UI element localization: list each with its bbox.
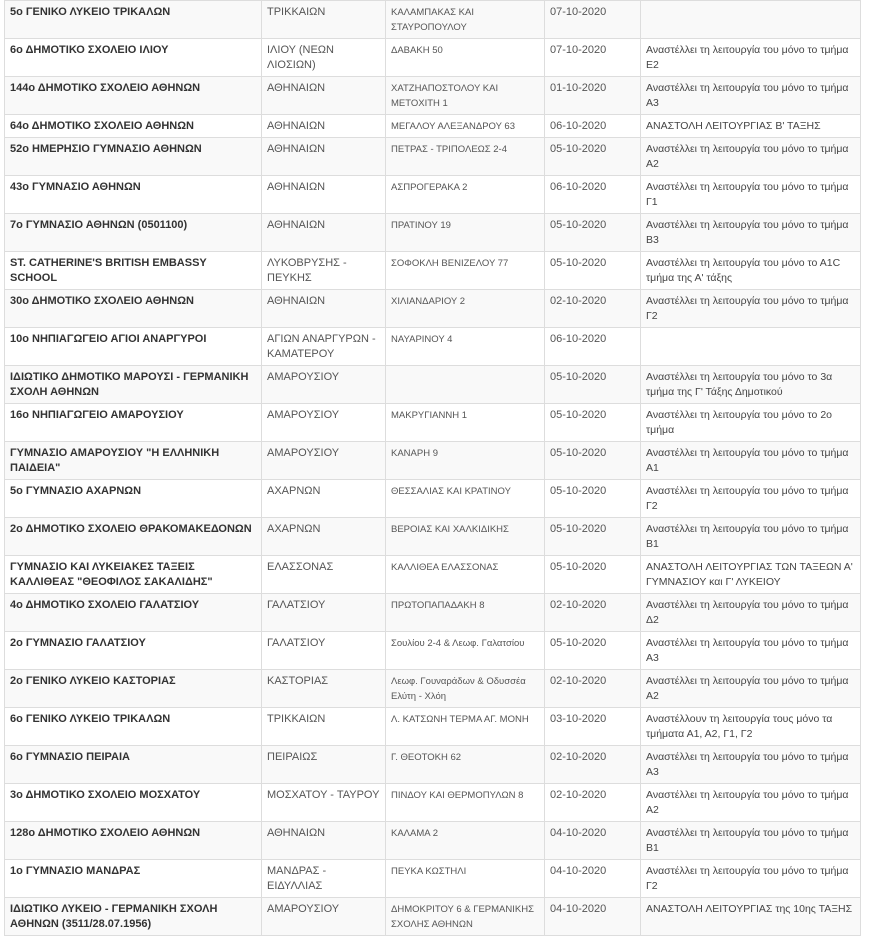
- note-cell: Αναστέλλει τη λειτουργία του μόνο το Α1C τμήμα της Α' τάξης: [641, 252, 861, 290]
- table-row: [5, 252, 861, 290]
- address-cell: ΣΟΦΟΚΛΗ ΒΕΝΙΖΕΛΟΥ 77: [386, 252, 545, 290]
- note-cell: ΑΝΑΣΤΟΛΗ ΛΕΙΤΟΥΡΓΙΑΣ της 10ης ΤΑΞΗΣ: [641, 898, 861, 936]
- municipality-cell: ΑΜΑΡΟΥΣΙΟΥ: [262, 404, 386, 442]
- municipality-cell: ΚΑΣΤΟΡΙΑΣ: [262, 670, 386, 708]
- school-name-cell: 4ο ΔΗΜΟΤΙΚΟ ΣΧΟΛΕΙΟ ΓΑΛΑΤΣΙΟΥ: [5, 594, 262, 632]
- address-cell: ΑΣΠΡΟΓΕΡΑΚΑ 2: [386, 176, 545, 214]
- address-cell: ΠΙΝΔΟΥ ΚΑΙ ΘΕΡΜΟΠΥΛΩΝ 8: [386, 784, 545, 822]
- school-name-cell: 6ο ΔΗΜΟΤΙΚΟ ΣΧΟΛΕΙΟ ΙΛΙΟΥ: [5, 39, 262, 77]
- address-cell: ΝΑΥΑΡΙΝΟΥ 4: [386, 328, 545, 366]
- municipality-cell: ΓΑΛΑΤΣΙΟΥ: [262, 594, 386, 632]
- note-cell: Αναστέλλει τη λειτουργία του μόνο το τμήμα Γ2: [641, 860, 861, 898]
- date-cell: 06-10-2020: [545, 328, 641, 366]
- municipality-cell: ΤΡΙΚΚΑΙΩΝ: [262, 708, 386, 746]
- address-cell: ΚΑΛΛΙΘΕΑ ΕΛΑΣΣΟΝΑΣ: [386, 556, 545, 594]
- municipality-cell: ΑΘΗΝΑΙΩΝ: [262, 77, 386, 115]
- note-cell: Αναστέλλει τη λειτουργία του μόνο το τμήμα Γ2: [641, 480, 861, 518]
- date-cell: 02-10-2020: [545, 594, 641, 632]
- table-row: [5, 115, 861, 138]
- address-cell: ΒΕΡΟΙΑΣ ΚΑΙ ΧΑΛΚΙΔΙΚΗΣ: [386, 518, 545, 556]
- municipality-cell: ΛΥΚΟΒΡΥΣΗΣ - ΠΕΥΚΗΣ: [262, 252, 386, 290]
- school-name-cell: 144ο ΔΗΜΟΤΙΚΟ ΣΧΟΛΕΙΟ ΑΘΗΝΩΝ: [5, 77, 262, 115]
- date-cell: 06-10-2020: [545, 115, 641, 138]
- address-cell: ΚΑΛΑΜΠΑΚΑΣ ΚΑΙ ΣΤΑΥΡΟΠΟΥΛΟΥ: [386, 1, 545, 39]
- school-name-cell: ΓΥΜΝΑΣΙΟ ΑΜΑΡΟΥΣΙΟΥ "Η ΕΛΛΗΝΙΚΗ ΠΑΙΔΕΙΑ": [5, 442, 262, 480]
- note-cell: ΑΝΑΣΤΟΛΗ ΛΕΙΤΟΥΡΓΙΑΣ Β' ΤΑΞΗΣ: [641, 115, 861, 138]
- address-cell: ΠΡΑΤΙΝΟΥ 19: [386, 214, 545, 252]
- note-cell: Αναστέλλει τη λειτουργία του μόνο το τμήμα Α3: [641, 77, 861, 115]
- municipality-cell: ΑΘΗΝΑΙΩΝ: [262, 214, 386, 252]
- address-cell: ΘΕΣΣΑΛΙΑΣ ΚΑΙ ΚΡΑΤΙΝΟΥ: [386, 480, 545, 518]
- note-cell: Αναστέλλει τη λειτουργία του μόνο το τμήμα Α3: [641, 746, 861, 784]
- municipality-cell: ΑΜΑΡΟΥΣΙΟΥ: [262, 442, 386, 480]
- note-cell: Αναστέλλει τη λειτουργία του μόνο το τμήμα Γ2: [641, 290, 861, 328]
- date-cell: 04-10-2020: [545, 860, 641, 898]
- school-name-cell: 2ο ΔΗΜΟΤΙΚΟ ΣΧΟΛΕΙΟ ΘΡΑΚΟΜΑΚΕΔΟΝΩΝ: [5, 518, 262, 556]
- table-row: [5, 366, 861, 404]
- school-name-cell: 2ο ΓΥΜΝΑΣΙΟ ΓΑΛΑΤΣΙΟΥ: [5, 632, 262, 670]
- date-cell: 05-10-2020: [545, 252, 641, 290]
- table-row: [5, 898, 861, 936]
- school-name-cell: 6ο ΓΕΝΙΚΟ ΛΥΚΕΙΟ ΤΡΙΚΑΛΩΝ: [5, 708, 262, 746]
- school-name-cell: 6ο ΓΥΜΝΑΣΙΟ ΠΕΙΡΑΙΑ: [5, 746, 262, 784]
- municipality-cell: ΕΛΑΣΣΟΝΑΣ: [262, 556, 386, 594]
- school-name-cell: 5ο ΓΥΜΝΑΣΙΟ ΑΧΑΡΝΩΝ: [5, 480, 262, 518]
- address-cell: ΠΕΤΡΑΣ - ΤΡΙΠΟΛΕΩΣ 2-4: [386, 138, 545, 176]
- date-cell: 04-10-2020: [545, 822, 641, 860]
- table-row: [5, 784, 861, 822]
- address-cell: ΚΑΝΑΡΗ 9: [386, 442, 545, 480]
- municipality-cell: ΑΘΗΝΑΙΩΝ: [262, 115, 386, 138]
- date-cell: 02-10-2020: [545, 746, 641, 784]
- table-row: [5, 328, 861, 366]
- table-row: [5, 860, 861, 898]
- school-name-cell: 30ο ΔΗΜΟΤΙΚΟ ΣΧΟΛΕΙΟ ΑΘΗΝΩΝ: [5, 290, 262, 328]
- note-cell: Αναστέλλει τη λειτουργία του μόνο το τμήμα Α2: [641, 670, 861, 708]
- note-cell: Αναστέλλουν τη λειτουργία τους μόνο τα τμήματα Α1, Α2, Γ1, Γ2: [641, 708, 861, 746]
- address-cell: Γ. ΘΕΟΤΟΚΗ 62: [386, 746, 545, 784]
- table-row: [5, 176, 861, 214]
- municipality-cell: ΑΜΑΡΟΥΣΙΟΥ: [262, 366, 386, 404]
- date-cell: 05-10-2020: [545, 556, 641, 594]
- note-cell: Αναστέλλει τη λειτουργία του μόνο το τμήμα Β1: [641, 822, 861, 860]
- school-name-cell: ΙΔΙΩΤΙΚΟ ΔΗΜΟΤΙΚΟ ΜΑΡΟΥΣΙ - ΓΕΡΜΑΝΙΚΗ ΣΧΟΛΗ ΑΘΗΝΩΝ: [5, 366, 262, 404]
- table-row: [5, 39, 861, 77]
- date-cell: 05-10-2020: [545, 442, 641, 480]
- note-cell: Αναστέλλει τη λειτουργία του μόνο το τμήμα Α1: [641, 442, 861, 480]
- school-name-cell: 1ο ΓΥΜΝΑΣΙΟ ΜΑΝΔΡΑΣ: [5, 860, 262, 898]
- note-cell: Αναστέλλει τη λειτουργία του μόνο το τμήμα Β1: [641, 518, 861, 556]
- table-row: [5, 594, 861, 632]
- school-name-cell: 3ο ΔΗΜΟΤΙΚΟ ΣΧΟΛΕΙΟ ΜΟΣΧΑΤΟΥ: [5, 784, 262, 822]
- table-row: [5, 77, 861, 115]
- date-cell: 07-10-2020: [545, 39, 641, 77]
- municipality-cell: ΑΘΗΝΑΙΩΝ: [262, 822, 386, 860]
- municipality-cell: ΑΘΗΝΑΙΩΝ: [262, 176, 386, 214]
- table-row: [5, 290, 861, 328]
- school-closures-table: [4, 0, 861, 936]
- address-cell: ΔΑΒΑΚΗ 50: [386, 39, 545, 77]
- date-cell: 05-10-2020: [545, 138, 641, 176]
- school-name-cell: 64ο ΔΗΜΟΤΙΚΟ ΣΧΟΛΕΙΟ ΑΘΗΝΩΝ: [5, 115, 262, 138]
- address-cell: ΧΑΤΖΗΑΠΟΣΤΟΛΟΥ ΚΑΙ ΜΕΤΟΧΙΤΗ 1: [386, 77, 545, 115]
- address-cell: ΔΗΜΟΚΡΙΤΟΥ 6 & ΓΕΡΜΑΝΙΚΗΣ ΣΧΟΛΗΣ ΑΘΗΝΩΝ: [386, 898, 545, 936]
- table-row: [5, 670, 861, 708]
- date-cell: 05-10-2020: [545, 518, 641, 556]
- table-row: [5, 822, 861, 860]
- school-name-cell: ST. CATHERINE'S BRITISH EMBASSY SCHOOL: [5, 252, 262, 290]
- school-name-cell: 2ο ΓΕΝΙΚΟ ΛΥΚΕΙΟ ΚΑΣΤΟΡΙΑΣ: [5, 670, 262, 708]
- note-cell: Αναστέλλει τη λειτουργία του μόνο το τμήμα Ε2: [641, 39, 861, 77]
- note-cell: [641, 1, 861, 39]
- address-cell: Λ. ΚΑΤΣΩΝΗ ΤΕΡΜΑ ΑΓ. ΜΟΝΗ: [386, 708, 545, 746]
- date-cell: 05-10-2020: [545, 366, 641, 404]
- municipality-cell: ΑΜΑΡΟΥΣΙΟΥ: [262, 898, 386, 936]
- municipality-cell: ΑΧΑΡΝΩΝ: [262, 518, 386, 556]
- address-cell: ΠΕΥΚΑ ΚΩΣΤΗΛΙ: [386, 860, 545, 898]
- municipality-cell: ΓΑΛΑΤΣΙΟΥ: [262, 632, 386, 670]
- date-cell: 04-10-2020: [545, 898, 641, 936]
- table-row: [5, 708, 861, 746]
- municipality-cell: ΤΡΙΚΚΑΙΩΝ: [262, 1, 386, 39]
- address-cell: ΠΡΩΤΟΠΑΠΑΔΑΚΗ 8: [386, 594, 545, 632]
- school-name-cell: ΙΔΙΩΤΙΚΟ ΛΥΚΕΙΟ - ΓΕΡΜΑΝΙΚΗ ΣΧΟΛΗ ΑΘΗΝΩΝ (3511/28.07.1956): [5, 898, 262, 936]
- municipality-cell: ΑΘΗΝΑΙΩΝ: [262, 290, 386, 328]
- school-name-cell: ΓΥΜΝΑΣΙΟ ΚΑΙ ΛΥΚΕΙΑΚΕΣ ΤΑΞΕΙΣ ΚΑΛΛΙΘΕΑΣ "ΘΕΟΦΙΛΟΣ ΣΑΚΑΛΙΔΗΣ": [5, 556, 262, 594]
- table-row: [5, 404, 861, 442]
- table-row: [5, 1, 861, 39]
- table-row: [5, 138, 861, 176]
- date-cell: 05-10-2020: [545, 632, 641, 670]
- address-cell: ΜΑΚΡΥΓΙΑΝΝΗ 1: [386, 404, 545, 442]
- table-body: [5, 1, 861, 936]
- school-name-cell: 128ο ΔΗΜΟΤΙΚΟ ΣΧΟΛΕΙΟ ΑΘΗΝΩΝ: [5, 822, 262, 860]
- date-cell: 05-10-2020: [545, 404, 641, 442]
- municipality-cell: ΜΟΣΧΑΤΟΥ - ΤΑΥΡΟΥ: [262, 784, 386, 822]
- address-cell: [386, 366, 545, 404]
- school-name-cell: 52ο ΗΜΕΡΗΣΙΟ ΓΥΜΝΑΣΙΟ ΑΘΗΝΩΝ: [5, 138, 262, 176]
- municipality-cell: ΑΓΙΩΝ ΑΝΑΡΓΥΡΩΝ - ΚΑΜΑΤΕΡΟΥ: [262, 328, 386, 366]
- school-name-cell: 16ο ΝΗΠΙΑΓΩΓΕΙΟ ΑΜΑΡΟΥΣΙΟΥ: [5, 404, 262, 442]
- note-cell: Αναστέλλει τη λειτουργία του μόνο το τμήμα Α2: [641, 784, 861, 822]
- date-cell: 03-10-2020: [545, 708, 641, 746]
- address-cell: Σουλίου 2-4 & Λεωφ. Γαλατσίου: [386, 632, 545, 670]
- date-cell: 01-10-2020: [545, 77, 641, 115]
- note-cell: Αναστέλλει τη λειτουργία του μόνο το 3α τμήμα της Γ' Τάξης Δημοτικού: [641, 366, 861, 404]
- date-cell: 07-10-2020: [545, 1, 641, 39]
- note-cell: Αναστέλλει τη λειτουργία του μόνο το 2ο τμήμα: [641, 404, 861, 442]
- date-cell: 05-10-2020: [545, 480, 641, 518]
- table-row: [5, 556, 861, 594]
- date-cell: 02-10-2020: [545, 784, 641, 822]
- address-cell: Λεωφ. Γουναράδων & Οδυσσέα Ελύτη - Χλόη: [386, 670, 545, 708]
- municipality-cell: ΑΘΗΝΑΙΩΝ: [262, 138, 386, 176]
- note-cell: [641, 328, 861, 366]
- table-row: [5, 214, 861, 252]
- school-name-cell: 5ο ΓΕΝΙΚΟ ΛΥΚΕΙΟ ΤΡΙΚΑΛΩΝ: [5, 1, 262, 39]
- school-name-cell: 7ο ΓΥΜΝΑΣΙΟ ΑΘΗΝΩΝ (0501100): [5, 214, 262, 252]
- note-cell: Αναστέλλει τη λειτουργία του μόνο το τμήμα Δ2: [641, 594, 861, 632]
- date-cell: 02-10-2020: [545, 670, 641, 708]
- table-row: [5, 746, 861, 784]
- address-cell: ΜΕΓΑΛΟΥ ΑΛΕΞΑΝΔΡΟΥ 63: [386, 115, 545, 138]
- address-cell: ΚΑΛΑΜΑ 2: [386, 822, 545, 860]
- note-cell: Αναστέλλει τη λειτουργία του μόνο το τμήμα Γ1: [641, 176, 861, 214]
- note-cell: Αναστέλλει τη λειτουργία του μόνο το τμήμα Α2: [641, 138, 861, 176]
- note-cell: Αναστέλλει τη λειτουργία του μόνο το τμήμα Β3: [641, 214, 861, 252]
- note-cell: Αναστέλλει τη λειτουργία του μόνο το τμήμα Α3: [641, 632, 861, 670]
- address-cell: ΧΙΛΙΑΝΔΑΡΙΟΥ 2: [386, 290, 545, 328]
- date-cell: 05-10-2020: [545, 214, 641, 252]
- note-cell: ΑΝΑΣΤΟΛΗ ΛΕΙΤΟΥΡΓΙΑΣ ΤΩΝ ΤΑΞΕΩΝ Α' ΓΥΜΝΑΣΙΟΥ και Γ' ΛΥΚΕΙΟΥ: [641, 556, 861, 594]
- municipality-cell: ΙΛΙΟΥ (ΝΕΩΝ ΛΙΟΣΙΩΝ): [262, 39, 386, 77]
- municipality-cell: ΑΧΑΡΝΩΝ: [262, 480, 386, 518]
- date-cell: 06-10-2020: [545, 176, 641, 214]
- municipality-cell: ΜΑΝΔΡΑΣ - ΕΙΔΥΛΛΙΑΣ: [262, 860, 386, 898]
- table-row: [5, 518, 861, 556]
- table-row: [5, 442, 861, 480]
- school-name-cell: 43ο ΓΥΜΝΑΣΙΟ ΑΘΗΝΩΝ: [5, 176, 262, 214]
- municipality-cell: ΠΕΙΡΑΙΩΣ: [262, 746, 386, 784]
- date-cell: 02-10-2020: [545, 290, 641, 328]
- table-row: [5, 632, 861, 670]
- table-row: [5, 480, 861, 518]
- school-name-cell: 10ο ΝΗΠΙΑΓΩΓΕΙΟ ΑΓΙΟΙ ΑΝΑΡΓΥΡΟΙ: [5, 328, 262, 366]
